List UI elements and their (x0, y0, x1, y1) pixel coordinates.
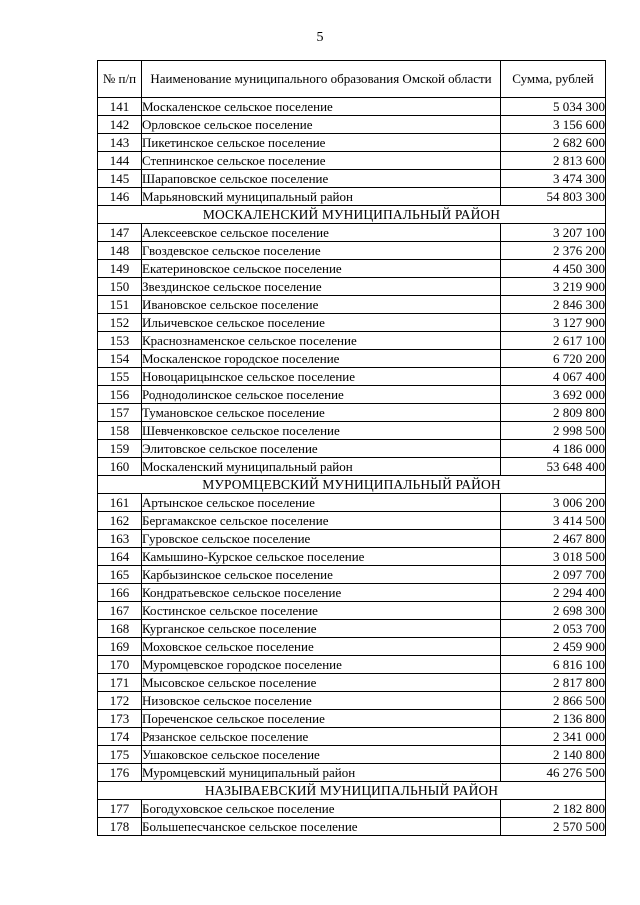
amount: 2 053 700 (501, 620, 606, 638)
municipality-name: Моховское сельское поселение (142, 638, 501, 656)
row-number: 178 (98, 818, 142, 836)
amount: 3 474 300 (501, 170, 606, 188)
amount: 53 648 400 (501, 458, 606, 476)
row-number: 144 (98, 152, 142, 170)
row-number: 155 (98, 368, 142, 386)
municipality-name: Тумановское сельское поселение (142, 404, 501, 422)
table-row (98, 368, 606, 386)
row-number: 158 (98, 422, 142, 440)
row-number: 174 (98, 728, 142, 746)
amount: 2 097 700 (501, 566, 606, 584)
row-number: 157 (98, 404, 142, 422)
budget-allocation-table (97, 60, 606, 836)
table-row (98, 134, 606, 152)
amount: 2 998 500 (501, 422, 606, 440)
table-row (98, 242, 606, 260)
row-number: 159 (98, 440, 142, 458)
row-number: 177 (98, 800, 142, 818)
table-row (98, 314, 606, 332)
municipality-name: Низовское сельское поселение (142, 692, 501, 710)
row-number: 150 (98, 278, 142, 296)
municipality-name: Бергамакское сельское поселение (142, 512, 501, 530)
row-number: 151 (98, 296, 142, 314)
municipality-name: Москаленский муниципальный район (142, 458, 501, 476)
amount: 3 127 900 (501, 314, 606, 332)
municipality-name: Новоцарицынское сельское поселение (142, 368, 501, 386)
municipality-name: Кондратьевское сельское поселение (142, 584, 501, 602)
table-row (98, 692, 606, 710)
municipality-name: Роднодолинское сельское поселение (142, 386, 501, 404)
row-number: 167 (98, 602, 142, 620)
table-row (98, 674, 606, 692)
row-number: 165 (98, 566, 142, 584)
municipality-name: Шараповское сельское поселение (142, 170, 501, 188)
row-number: 171 (98, 674, 142, 692)
district-header-row (98, 206, 606, 224)
amount: 2 459 900 (501, 638, 606, 656)
amount: 6 720 200 (501, 350, 606, 368)
municipality-name: Рязанское сельское поселение (142, 728, 501, 746)
municipality-name: Москаленское сельское поселение (142, 98, 501, 116)
amount: 54 803 300 (501, 188, 606, 206)
district-header-row (98, 782, 606, 800)
row-number: 164 (98, 548, 142, 566)
amount: 3 207 100 (501, 224, 606, 242)
municipality-name: Гуровское сельское поселение (142, 530, 501, 548)
amount: 2 467 800 (501, 530, 606, 548)
row-number: 172 (98, 692, 142, 710)
amount: 2 813 600 (501, 152, 606, 170)
municipality-name: Муромцевское городское поселение (142, 656, 501, 674)
table-row (98, 350, 606, 368)
row-number: 168 (98, 620, 142, 638)
municipality-name: Ушаковское сельское поселение (142, 746, 501, 764)
table-row (98, 566, 606, 584)
row-number: 149 (98, 260, 142, 278)
row-number: 166 (98, 584, 142, 602)
amount: 2 294 400 (501, 584, 606, 602)
amount: 2 570 500 (501, 818, 606, 836)
row-number: 146 (98, 188, 142, 206)
table-header-row (98, 61, 606, 98)
municipality-name: Гвоздевское сельское поселение (142, 242, 501, 260)
row-number: 153 (98, 332, 142, 350)
district-name: МОСКАЛЕНСКИЙ МУНИЦИПАЛЬНЫЙ РАЙОН (98, 206, 606, 224)
amount: 2 617 100 (501, 332, 606, 350)
table-row (98, 620, 606, 638)
row-number: 142 (98, 116, 142, 134)
amount: 2 140 800 (501, 746, 606, 764)
row-number: 176 (98, 764, 142, 782)
municipality-name: Муромцевский муниципальный район (142, 764, 501, 782)
page-number: 5 (316, 30, 324, 45)
district-name: НАЗЫВАЕВСКИЙ МУНИЦИПАЛЬНЫЙ РАЙОН (98, 782, 606, 800)
municipality-name: Мысовское сельское поселение (142, 674, 501, 692)
municipality-name: Звездинское сельское поселение (142, 278, 501, 296)
table-body (98, 98, 606, 836)
table-row (98, 710, 606, 728)
table-row (98, 260, 606, 278)
table-row (98, 440, 606, 458)
amount: 3 156 600 (501, 116, 606, 134)
amount: 2 817 800 (501, 674, 606, 692)
table-row (98, 458, 606, 476)
row-number: 152 (98, 314, 142, 332)
district-name: МУРОМЦЕВСКИЙ МУНИЦИПАЛЬНЫЙ РАЙОН (98, 476, 606, 494)
municipality-name: Большепесчанское сельское поселение (142, 818, 501, 836)
table-row (98, 800, 606, 818)
column-header-number: № п/п (98, 61, 142, 98)
row-number: 148 (98, 242, 142, 260)
municipality-name: Орловское сельское поселение (142, 116, 501, 134)
table-row (98, 278, 606, 296)
table-row (98, 548, 606, 566)
table-row (98, 332, 606, 350)
row-number: 173 (98, 710, 142, 728)
municipality-name: Москаленское городское поселение (142, 350, 501, 368)
amount: 2 809 800 (501, 404, 606, 422)
row-number: 145 (98, 170, 142, 188)
municipality-name: Шевченковское сельское поселение (142, 422, 501, 440)
municipality-name: Камышино-Курское сельское поселение (142, 548, 501, 566)
amount: 2 182 800 (501, 800, 606, 818)
row-number: 175 (98, 746, 142, 764)
table-row (98, 98, 606, 116)
district-header-row (98, 476, 606, 494)
municipality-name: Костинское сельское поселение (142, 602, 501, 620)
table-row (98, 638, 606, 656)
amount: 3 219 900 (501, 278, 606, 296)
table-row (98, 224, 606, 242)
amount: 5 034 300 (501, 98, 606, 116)
amount: 3 692 000 (501, 386, 606, 404)
amount: 2 866 500 (501, 692, 606, 710)
table-row (98, 494, 606, 512)
municipality-name: Пикетинское сельское поселение (142, 134, 501, 152)
table-row (98, 404, 606, 422)
table-row (98, 386, 606, 404)
amount: 3 006 200 (501, 494, 606, 512)
column-header-name: Наименование муниципального образования Омской области (142, 61, 501, 98)
table-row (98, 296, 606, 314)
table-row (98, 512, 606, 530)
row-number: 160 (98, 458, 142, 476)
table-row (98, 656, 606, 674)
amount: 2 846 300 (501, 296, 606, 314)
table-row (98, 584, 606, 602)
municipality-name: Марьяновский муниципальный район (142, 188, 501, 206)
table-row (98, 188, 606, 206)
row-number: 162 (98, 512, 142, 530)
municipality-name: Ильичевское сельское поселение (142, 314, 501, 332)
table-row (98, 422, 606, 440)
row-number: 141 (98, 98, 142, 116)
column-header-sum: Сумма, рублей (501, 61, 606, 98)
amount: 4 450 300 (501, 260, 606, 278)
amount: 2 376 200 (501, 242, 606, 260)
row-number: 147 (98, 224, 142, 242)
row-number: 154 (98, 350, 142, 368)
municipality-name: Ивановское сельское поселение (142, 296, 501, 314)
row-number: 156 (98, 386, 142, 404)
municipality-name: Пореченское сельское поселение (142, 710, 501, 728)
table-row (98, 746, 606, 764)
table-row (98, 116, 606, 134)
amount: 2 698 300 (501, 602, 606, 620)
row-number: 163 (98, 530, 142, 548)
row-number: 161 (98, 494, 142, 512)
table-row (98, 818, 606, 836)
table-row (98, 728, 606, 746)
row-number: 143 (98, 134, 142, 152)
amount: 2 341 000 (501, 728, 606, 746)
municipality-name: Богодуховское сельское поселение (142, 800, 501, 818)
amount: 2 136 800 (501, 710, 606, 728)
municipality-name: Екатериновское сельское поселение (142, 260, 501, 278)
table-row (98, 764, 606, 782)
amount: 4 067 400 (501, 368, 606, 386)
amount: 3 018 500 (501, 548, 606, 566)
municipality-name: Элитовское сельское поселение (142, 440, 501, 458)
amount: 2 682 600 (501, 134, 606, 152)
table-row (98, 152, 606, 170)
table-row (98, 602, 606, 620)
municipality-name: Степнинское сельское поселение (142, 152, 501, 170)
table-row (98, 170, 606, 188)
amount: 46 276 500 (501, 764, 606, 782)
row-number: 170 (98, 656, 142, 674)
municipality-name: Карбызинское сельское поселение (142, 566, 501, 584)
municipality-name: Курганское сельское поселение (142, 620, 501, 638)
amount: 3 414 500 (501, 512, 606, 530)
amount: 6 816 100 (501, 656, 606, 674)
municipality-name: Артынское сельское поселение (142, 494, 501, 512)
row-number: 169 (98, 638, 142, 656)
table-row (98, 530, 606, 548)
municipality-name: Краснознаменское сельское поселение (142, 332, 501, 350)
municipality-name: Алексеевское сельское поселение (142, 224, 501, 242)
amount: 4 186 000 (501, 440, 606, 458)
